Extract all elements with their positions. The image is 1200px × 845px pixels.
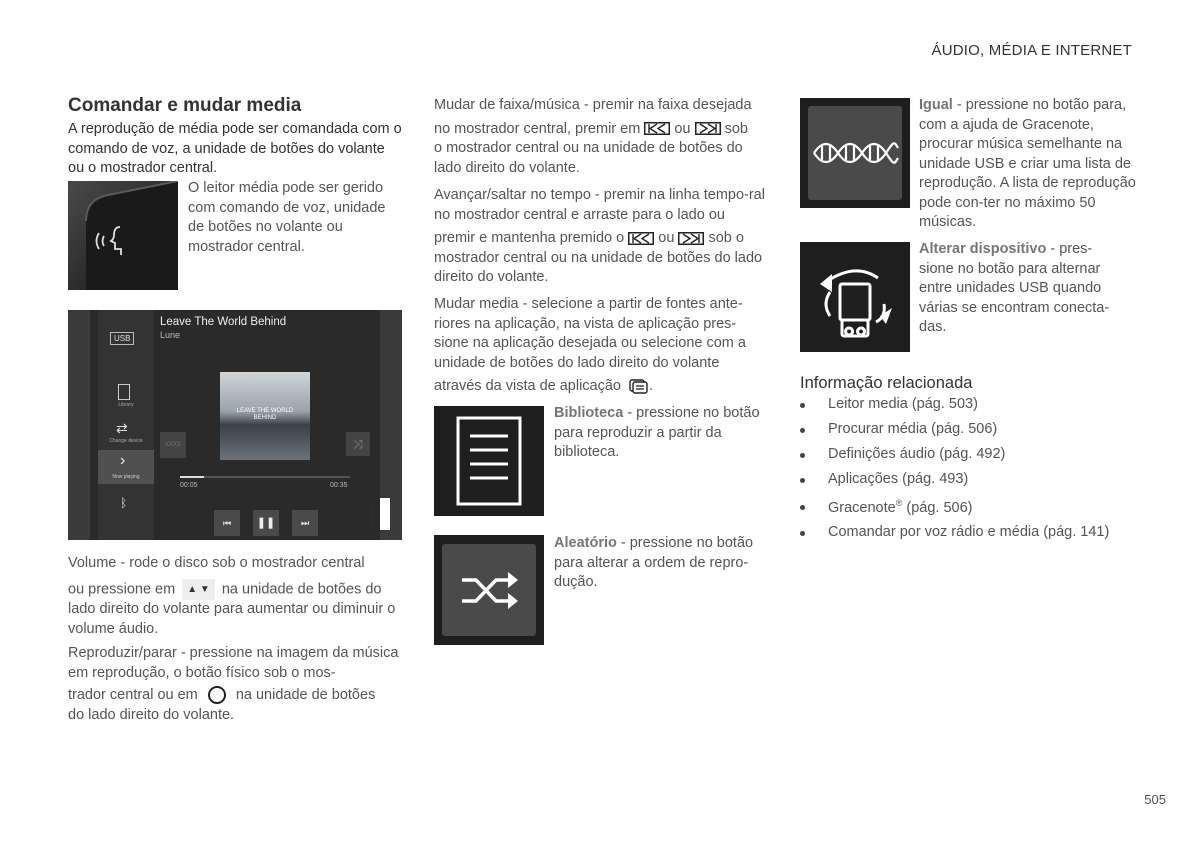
- library-desc: - pressione no botão para reproduzir a partir da biblioteca.: [554, 405, 760, 460]
- related-heading: Informação relacionada: [800, 374, 973, 392]
- previous-button[interactable]: ⏮: [214, 510, 240, 536]
- play-line-a: Reproduzir/parar - pressione na imagem da música em reprodução, o botão físico sob o mos-: [68, 645, 399, 681]
- play-pause-button-icon: [208, 686, 226, 704]
- track-line-b1: no mostrador central, premir em: [434, 120, 641, 137]
- seek-line-b1: premir e mantenha premido o: [434, 230, 625, 246]
- page-number: 505: [1144, 792, 1166, 807]
- similar-term: Igual: [919, 97, 953, 113]
- device-description: [919, 240, 1124, 338]
- volume-up-down-icon: ▲ ▼: [182, 579, 215, 601]
- similar-button-icon: [800, 98, 910, 208]
- skip-back-icon-2: [628, 232, 654, 245]
- track-title: Leave The World Behind: [160, 316, 287, 328]
- source-line-a: Mudar media - selecione a partir de fontes ante-riores na aplicação, na vista de aplicação pres-sione na aplicação desejada ou selecione com a unidade de botões do lado direito do volante: [434, 296, 746, 371]
- figure-code-tab: [380, 498, 390, 530]
- change-device-icon: ⇄: [116, 420, 128, 436]
- album-art-text: LEAVE THE WORLD BEHIND: [236, 408, 294, 421]
- volume-line-a: Volume - rode o disco sob o mostrador central: [68, 555, 365, 571]
- library-icon: [118, 384, 130, 400]
- device-term: Alterar dispositivo: [919, 241, 1047, 257]
- seek-paragraph: [434, 186, 770, 288]
- source-paragraph: [434, 295, 764, 397]
- related-link-voz[interactable]: Comandar por voz rádio e média (pág. 141): [828, 524, 1110, 540]
- related-link-definicoes[interactable]: Definições áudio (pág. 492): [828, 446, 1006, 462]
- track-line-b3: sob: [724, 120, 748, 137]
- player-sidebar: [98, 310, 154, 540]
- play-line-b1: trador central ou em: [68, 687, 198, 703]
- seek-line-a: Avançar/saltar no tempo - premir na linha tempo-ral no mostrador central e arraste para o lado ou: [434, 187, 765, 223]
- source-line-c: .: [649, 378, 654, 394]
- voice-note: O leitor média pode ser gerido com comando de voz, unidade de botões no volante ou mostrador central.: [188, 180, 386, 255]
- shuffle-small-icon[interactable]: ⤨: [346, 432, 370, 456]
- source-line-b: através da vista de aplicação: [434, 378, 621, 394]
- time-elapsed: 00:05: [180, 482, 198, 489]
- registered-mark: ®: [895, 498, 903, 508]
- related-link-procurar[interactable]: Procurar média (pág. 506): [828, 421, 998, 437]
- side-now-playing-label: Now playing: [112, 474, 140, 480]
- change-device-button-icon: [800, 242, 910, 352]
- side-change-device-label: Change device: [109, 438, 143, 444]
- progress-track[interactable]: [180, 476, 350, 478]
- usb-icon: USB: [110, 332, 134, 345]
- related-link-gracenote[interactable]: [828, 498, 973, 516]
- gracenote-page: (pág. 506): [902, 499, 973, 516]
- shuffle-description: [554, 534, 764, 593]
- similar-desc: - pressione no botão para, com a ajuda de Gracenote, procurar música semelhante na unidade USB e criar uma lista de reprodução. A lista de reprodução pode con-ter no máximo 50 músicas.: [919, 97, 1136, 230]
- volume-line-c: lado direito do volante para aumentar ou diminuir o volume áudio.: [68, 601, 396, 637]
- page-heading: Comandar e mudar media: [68, 95, 302, 116]
- skip-back-icon: [644, 122, 670, 135]
- progress-fill: [180, 476, 204, 478]
- similar-description: [919, 96, 1137, 233]
- skip-forward-icon-2: [678, 232, 704, 245]
- chevron-right-icon: ›: [120, 452, 126, 469]
- volume-line-b1: ou pressione em: [68, 581, 176, 598]
- related-link-aplicacoes[interactable]: Aplicações (pág. 493): [828, 471, 969, 487]
- play-line-b2: na unidade de botões: [235, 687, 376, 703]
- seek-line-b2: ou: [658, 230, 675, 246]
- track-line-a: Mudar de faixa/música - premir na faixa desejada: [434, 97, 752, 113]
- section-title: ÁUDIO, MÉDIA E INTERNET: [931, 42, 1132, 59]
- prev-album-thumb[interactable]: XXXX: [160, 432, 186, 458]
- figure-code: [370, 518, 376, 528]
- shuffle-desc: - pressione no botão para alterar a ordem de repro-dução.: [554, 535, 754, 590]
- album-art[interactable]: [220, 372, 310, 460]
- pause-button[interactable]: ❚❚: [253, 510, 279, 536]
- time-total: 00:35: [330, 482, 348, 489]
- volume-line-b2: na unidade de botões do: [221, 581, 382, 598]
- shuffle-button-icon: [434, 535, 544, 645]
- bluetooth-icon: ᛒ: [120, 496, 128, 510]
- track-line-b2: ou: [674, 120, 691, 137]
- play-paragraph: [68, 644, 403, 725]
- side-library-label: Library: [118, 402, 134, 408]
- next-button[interactable]: ⏭: [292, 510, 318, 536]
- library-description: [554, 404, 764, 463]
- skip-forward-icon: [695, 122, 721, 135]
- related-link-leitor[interactable]: Leitor media (pág. 503): [828, 396, 978, 412]
- media-player-screenshot: [68, 310, 402, 540]
- volume-paragraph: [68, 554, 408, 639]
- library-button-icon: [434, 406, 544, 516]
- shuffle-term: Aleatório: [554, 535, 617, 551]
- device-desc: - pres-sione no botão para alternar entre unidades USB quando várias se encontram conecta-das.: [919, 241, 1110, 335]
- track-artist: Lune: [160, 330, 181, 340]
- app-view-icon: [629, 379, 649, 394]
- lead-paragraph: A reprodução de média pode ser comandada com o comando de voz, a unidade de botões do volante ou o mostrador central.: [68, 121, 402, 176]
- seek-line-c: mostrador central ou na unidade de botões do lado direito do volante.: [434, 249, 763, 285]
- gracenote-label: Gracenote: [828, 499, 896, 516]
- play-line-c: do lado direito do volante.: [68, 706, 235, 723]
- track-line-c: o mostrador central ou na unidade de botões do lado direito do volante.: [434, 140, 743, 176]
- track-paragraph: [434, 96, 770, 178]
- library-term: Biblioteca: [554, 405, 624, 421]
- voice-button-photo: [68, 181, 178, 290]
- seek-line-b3: sob o: [708, 230, 744, 246]
